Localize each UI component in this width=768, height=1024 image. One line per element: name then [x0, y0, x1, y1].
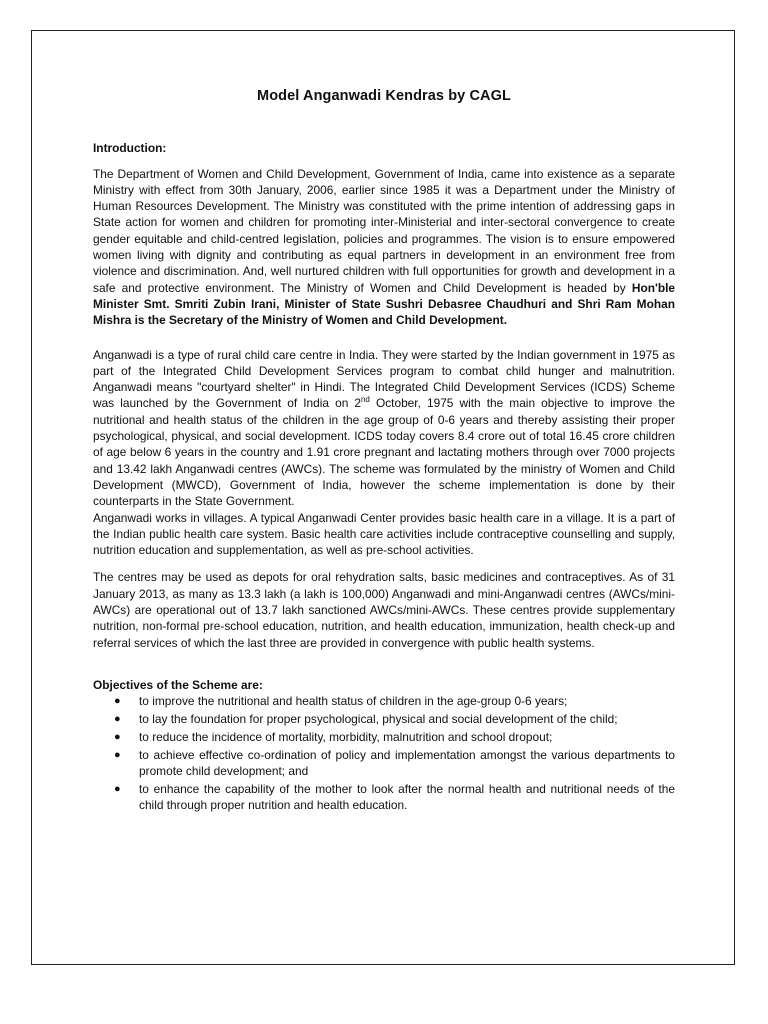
paragraph-ministry-bold: Hon'ble Minister Smt. Smriti Zubin Irani, Minister of State Sushri Debasree Chaudhuri and Shri Ram Mohan Mishra is the Secretary of the Ministry of Women and Child Development.	[93, 280, 675, 328]
objective-text: to enhance the capability of the mother to look after the normal health and nutritional needs of the child through proper nutrition and health education.	[139, 781, 675, 812]
list-item	[93, 693, 675, 709]
objective-text: to improve the nutritional and health status of children in the age-group 0-6 years;	[139, 694, 568, 709]
paragraph-villages: Anganwadi works in villages. A typical Anganwadi Center provides basic health care in a village. It is a part of the Indian public health care system. Basic health care activities include contraceptive counselling and supply, nutrition education and supplementation, as well as pre-school activities.	[93, 510, 675, 558]
introduction-heading: Introduction:	[93, 141, 167, 156]
bullet-icon: ●	[114, 748, 121, 761]
document-title: Model Anganwadi Kendras by CAGL	[257, 88, 511, 104]
list-item	[93, 781, 675, 814]
objective-text: to achieve effective co-ordination of policy and implementation amongst the various departments to promote child development; and	[139, 747, 675, 778]
objectives-heading: Objectives of the Scheme are:	[93, 677, 263, 692]
paragraph-ministry	[93, 166, 675, 329]
paragraph-anganwadi	[93, 347, 675, 510]
bullet-icon: ●	[114, 713, 121, 725]
list-item	[93, 729, 675, 745]
paragraph-anganwadi-part-a: Anganwadi is a type of rural child care centre in India. They were started by the Indian government in 1975 as part of the Integrated Child Development Services program to combat child hunger and malnutrition. Anganwadi means "courtyard shelter" in Hindi. The Integrated Child Development Services (ICDS) Scheme was launched by the Government of India on 2	[93, 347, 675, 411]
bullet-icon: ●	[114, 782, 121, 795]
objective-text: to reduce the incidence of mortality, morbidity, malnutrition and school dropout;	[139, 729, 553, 744]
paragraph-centres: The centres may be used as depots for oral rehydration salts, basic medicines and contraceptives. As of 31 January 2013, as many as 13.3 lakh (a lakh is 100,000) Anganwadi and mini-Anganwadi centres (AWCs/mini-AWCs) are operational out of 13.7 lakh sanctioned AWCs/mini-AWCs. These centres provide supplementary nutrition, non-formal pre-school education, nutrition, and health education, immunization, health check-up and referral services of which the last three are provided in convergence with public health systems.	[93, 570, 675, 650]
list-item	[93, 711, 675, 727]
paragraph-anganwadi-part-b: October, 1975 with the main objective to improve the nutritional and health status of the children in the age group of 0-6 years and thereby assisting their proper psychological, physical, and social development. ICDS today covers 8.4 crore out of total 16.45 crore children of age below 6 years in the country and 1.91 crore pregnant and lactating mothers through over 7000 projects and 13.42 lakh Anganwadi centres (AWCs). The scheme was formulated by the ministry of Women and Child Development (MWCD), Government of India, however the scheme implementation is done by their counterparts in the State Government.	[93, 396, 675, 509]
paragraph-ministry-text: The Department of Women and Child Development, Government of India, came into existence as a separate Ministry with effect from 30th January, 2006, earlier since 1985 it was a Department under the Ministry of Human Resources Development. The Ministry was constituted with the prime intention of addressing gaps in State action for women and children for promoting inter-Ministerial and inter-sectoral convergence to create gender equitable and child-centred legislation, policies and programmes. The vision is to ensure empowered women living with dignity and contributing as equal partners in development in an environment free from violence and discrimination. And, well nurtured children with full opportunities for growth and development in a safe and protective environment. The Ministry of Women and Child Development is headed by	[93, 166, 675, 295]
bullet-icon: ●	[114, 695, 121, 708]
document-body	[93, 88, 675, 815]
ordinal-superscript: nd	[360, 395, 370, 405]
list-item	[93, 747, 675, 780]
objective-text: to lay the foundation for proper psychological, physical and social development of the child;	[139, 712, 618, 726]
bullet-icon: ●	[114, 730, 121, 743]
objectives-list	[93, 693, 675, 813]
